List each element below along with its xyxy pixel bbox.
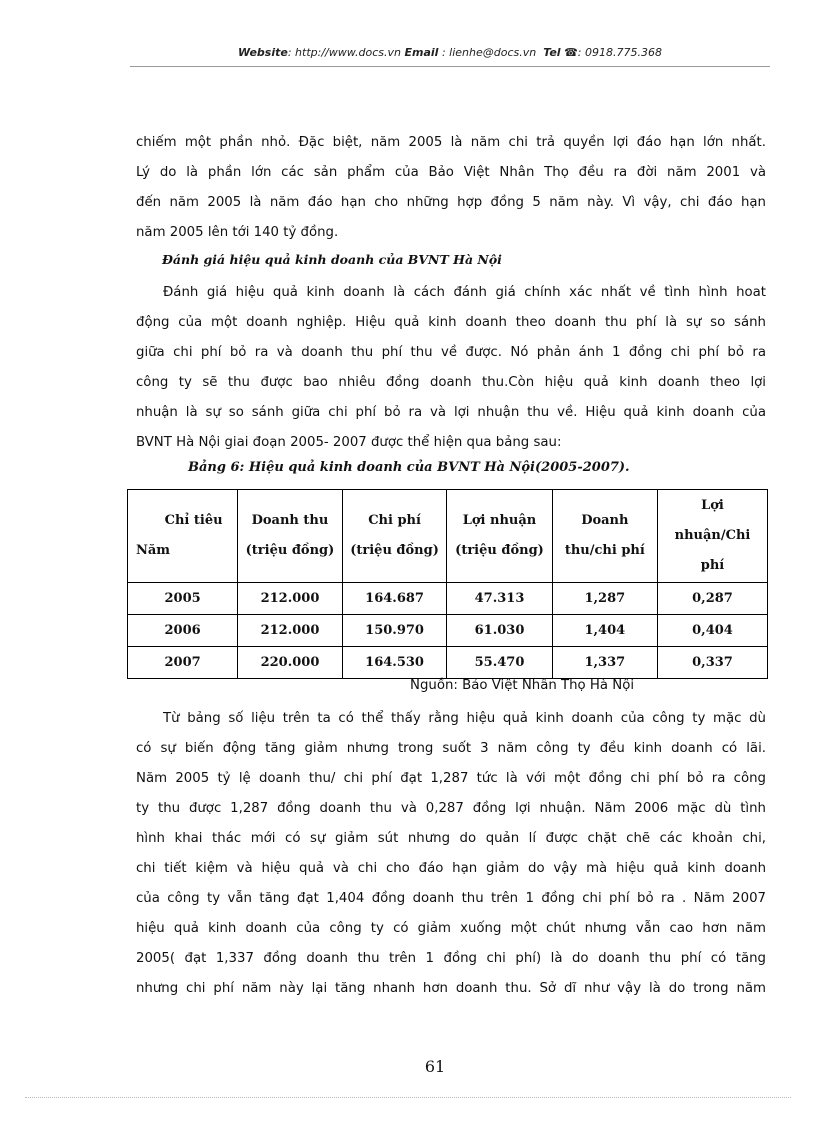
table-cell: 2007 [128,647,238,679]
table-cell: 61.030 [447,615,552,647]
header-line: (triệu đồng) [350,543,439,558]
table-cell: 47.313 [447,583,552,615]
column-header [342,490,447,583]
tel-value: : 0918.775.368 [577,46,662,59]
table-header-row [128,490,768,583]
phone-icon: ☎ [564,46,578,59]
table-cell: 2005 [128,583,238,615]
text-line: hiệu quả kinh doanh của công ty có giảm xuống một chút nhưng vẫn cao hơn năm [136,921,766,936]
column-header [552,490,657,583]
header-line: (triệu đồng) [455,543,544,558]
text-line: chi tiết kiệm và hiệu quả và chi cho đáo hạn giảm do vậy mà hiệu quả kinh doanh [136,861,766,876]
header-line: Chi phí [368,513,421,528]
paragraph-3 [136,704,766,1004]
email-value: : lienhe@docs.vn [441,46,537,59]
header-line: phí [700,558,725,573]
text-line: BVNT Hà Nội giai đoạn 2005- 2007 được thể hiện qua bảng sau: [136,435,562,450]
text-line: năm 2005 lên tới 140 tỷ đồng. [136,225,339,240]
table-cell: 220.000 [238,647,343,679]
header-line: Lợi [701,498,724,513]
table-cell: 212.000 [238,583,343,615]
text-line: nhưng chi phí năm này lại tăng nhanh hơn doanh thu. Sở dĩ như vậy là do trong năm [136,981,766,996]
table-cell: 164.687 [342,583,447,615]
tel-label: Tel [543,46,561,59]
text-line: Năm 2005 tỷ lệ doanh thu/ chi phí đạt 1,287 tức là với một đồng chi phí bỏ ra công [136,771,766,786]
text-line: đến năm 2005 là năm đáo hạn cho những hợp đồng 5 năm này. Vì vậy, chi đáo hạn [136,195,766,210]
text-line: 2005( đạt 1,337 đồng doanh thu trên 1 đồng chi phí) là do doanh thu phí có tăng [136,951,766,966]
text-line: giữa chi phí bỏ ra và doanh thu phí thu về được. Nó phản ánh 1 đồng chi phí bỏ ra [136,345,766,360]
table-cell: 0,337 [658,647,768,679]
text-line: chiếm một phần nhỏ. Đặc biệt, năm 2005 là năm chi trả quyền lợi đáo hạn lớn nhất. [136,135,766,150]
data-table [127,489,768,679]
table-source: Nguồn: Bảo Việt Nhân Thọ Hà Nội [410,678,635,693]
header-line: thu/chi phí [564,543,645,558]
table-row [128,647,768,679]
table-row [128,615,768,647]
text-line: có sự biến động tăng giảm nhưng trong suốt 3 năm công ty đều kinh doanh có lãi. [136,741,766,756]
website-label: Website [238,46,288,59]
text-line: Lý do là phần lớn các sản phẩm của Bảo Việt Nhân Thọ đều ra đời năm 2001 và [136,165,766,180]
header-line: (triệu đồng) [245,543,335,558]
table-caption: Bảng 6: Hiệu quả kinh doanh của BVNT Hà Nội(2005-2007). [188,460,630,475]
text-line: hình khai thác mới có sự giảm sút nhưng do quản lí được chặt chẽ các khoản chi, [136,831,766,846]
column-header [447,490,552,583]
page-bottom-divider [25,1097,791,1098]
website-value: : http://www.docs.vn [287,46,402,59]
table-cell: 0,404 [658,615,768,647]
text-line: Từ bảng số liệu trên ta có thể thấy rằng hiệu quả kinh doanh của công ty mặc dù [163,711,766,726]
corner-header [128,490,238,583]
table-cell: 150.970 [342,615,447,647]
header-line: Doanh thu [251,513,329,528]
table-cell: 164.530 [342,647,447,679]
text-line: ty thu được 1,287 đồng doanh thu và 0,287 đồng lợi nhuận. Năm 2006 mặc dù tình [136,801,766,816]
paragraph-1 [136,128,766,248]
text-line: nhuận là sự so sánh giữa chi phí bỏ ra và lợi nhuận thu về. Hiệu quả kinh doanh của [136,405,766,420]
table-cell: 55.470 [447,647,552,679]
column-header [238,490,343,583]
section-heading: Đánh giá hiệu quả kinh doanh của BVNT Hà Nội [162,252,502,267]
table-cell: 0,287 [658,583,768,615]
email-label: Email [404,46,439,59]
text-line: của công ty vẫn tăng đạt 1,404 đồng doanh thu trên 1 đồng chi phí bỏ ra . Năm 2007 [136,891,766,906]
table-cell: 212.000 [238,615,343,647]
header-line: nhuận/Chi [674,528,751,543]
text-line: động của một doanh nghiệp. Hiệu quả kinh doanh theo doanh thu phí là sự so sánh [136,315,766,330]
corner-top-label: Chỉ tiêu [164,513,223,528]
table-cell: 1,337 [552,647,657,679]
page-header [130,46,770,67]
page-number: 61 [424,1057,446,1076]
table-row [128,583,768,615]
table-cell: 2006 [128,615,238,647]
text-line: Đánh giá hiệu quả kinh doanh là cách đánh giá chính xác nhất về tình hình hoat [163,285,766,300]
header-line: Doanh [581,513,629,528]
text-line: công ty sẽ thu được bao nhiêu đồng doanh thu.Còn hiệu quả kinh doanh theo lợi [136,375,766,390]
table-cell: 1,287 [552,583,657,615]
table-cell: 1,404 [552,615,657,647]
paragraph-2 [136,278,766,458]
column-header [658,490,768,583]
corner-bottom-label: Năm [136,543,171,558]
header-line: Lợi nhuận [462,513,537,528]
